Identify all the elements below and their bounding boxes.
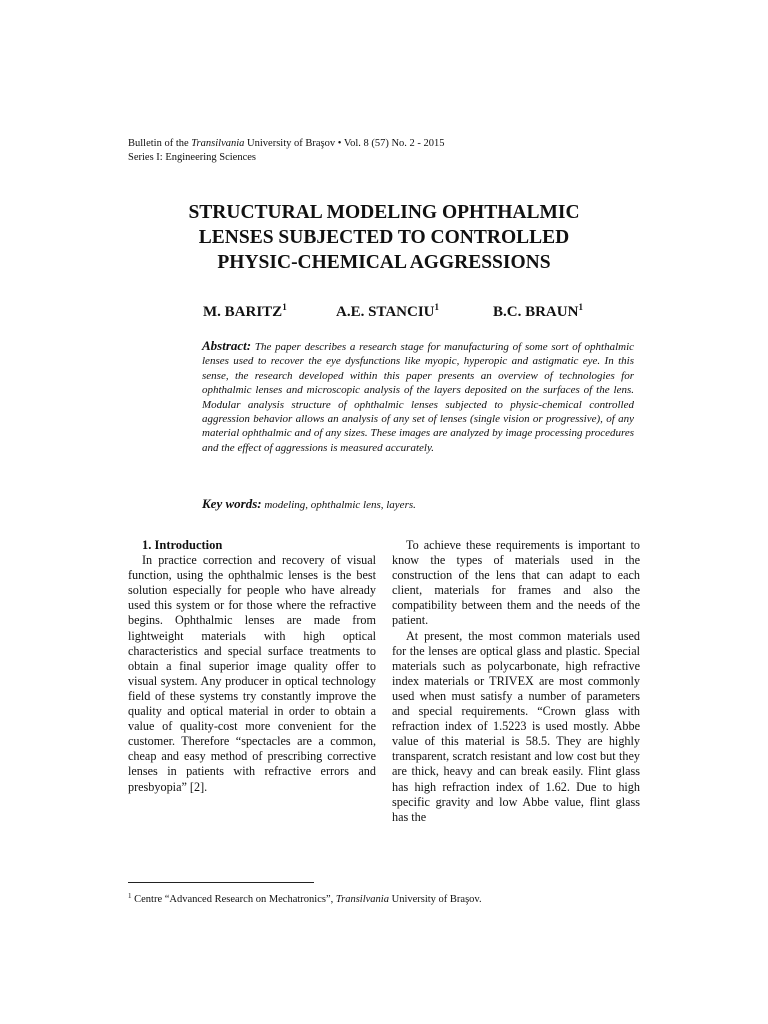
abstract-text: The paper describes a research stage for manufacturing of some sort of ophthalmic lenses used to recover the eye dysfunctions like myopic, hyperopic and astigmatic eye. In this sense, the research developed within this paper presents an overview of technologies for ophthalmic lenses and microscopic analysis of the layers deposited on the surfaces of the lens. Modular analysis structure of ophthalmic lenses subjected to physic-chemical controlled aggression behavior allows an analysis of any set of lenses (single vision or progressive), of any material ophthalmic and of any sizes. These images are analyzed by image processing procedures and the effect of aggressions is measured accurately. — [202, 341, 635, 454]
footnote-mark: 1 — [128, 892, 132, 900]
author — [493, 297, 583, 322]
footnote-university: Transilvania — [335, 894, 389, 905]
journal-header-prefix: Bulletin of the — [128, 138, 192, 149]
footnote-divider — [128, 882, 314, 883]
author-name: A.E. STANCIU — [336, 304, 435, 320]
footnote-text: Centre “Advanced Research on Mechatronics”, — [131, 894, 336, 905]
left-column — [128, 538, 376, 795]
author-affiliation-mark: 1 — [434, 302, 439, 312]
paper-title-line1: STRUCTURAL MODELING OPHTHALMIC — [188, 202, 580, 223]
author — [203, 297, 287, 322]
keywords-label: Key words: — [202, 496, 262, 511]
intro-paragraph: In practice correction and recovery of visual function, using the ophthalmic lenses is the best solution especially for people who have already used this system or for those where the refractive begins. Ophthalmic lenses are made from lightweight materials with high optical characteristics and special surface treatments to obtain a final superior image quality offer to visual system. Any producer in optical technology field of these systems try constantly improve the quality and optical material in order to obtain a value of quality-cost more convenient for the customer. Therefore “spectacles are a common, cheap and easy method of prescribing corrective lenses in patients with refractive errors and presbyopia” [2]. — [128, 553, 376, 794]
author-name: B.C. BRAUN — [493, 304, 579, 320]
footnote — [128, 890, 648, 906]
body-paragraph: At present, the most common materials used for the lenses are optical glass and plastic. Special materials such as polycarbonate, high refractive index materials or TRIVEX are most commonly used when must satisfy a number of parameters and special requirements. “Crown glass with refraction index of 1.5223 is used mostly. Abbe value of this material is 58.5. They are highly transparent, scratch resistant and low cost but they are thick, heavy and can break easily. Flint glass has high refraction index of 1.62. Due to high specific gravity and low Abbe value, flint glass has the — [392, 628, 640, 824]
keywords-text: modeling, ophthalmic lens, layers. — [264, 499, 416, 511]
keywords — [202, 496, 634, 513]
footnote-text-end: University of Braşov. — [388, 894, 482, 905]
paper-title-line3: PHYSIC-CHEMICAL AGGRESSIONS — [217, 252, 551, 273]
author-affiliation-mark: 1 — [282, 302, 287, 312]
author-affiliation-mark: 1 — [578, 302, 583, 312]
right-column — [392, 538, 640, 825]
author-name: M. BARITZ — [203, 304, 283, 320]
paper-title-line2: LENSES SUBJECTED TO CONTROLLED — [198, 227, 570, 248]
journal-header-volume: University of Braşov • Vol. 8 (57) No. 2 - 2015 — [244, 138, 445, 149]
journal-header-university: Transilvania — [191, 138, 245, 149]
section-heading: 1. Introduction — [142, 538, 223, 552]
body-paragraph: To achieve these requirements is important to know the types of materials used in the construction of the lens that can adapt to each client, materials for frames and also the compatibility between them and the needs of the patient. — [392, 538, 640, 628]
abstract — [202, 339, 634, 455]
paper-title — [128, 200, 640, 275]
journal-header-series: Series I: Engineering Sciences — [128, 152, 256, 163]
journal-header — [128, 137, 648, 165]
journal-header-line1 — [128, 137, 648, 151]
abstract-label: Abstract: — [202, 338, 252, 353]
author — [336, 297, 439, 322]
